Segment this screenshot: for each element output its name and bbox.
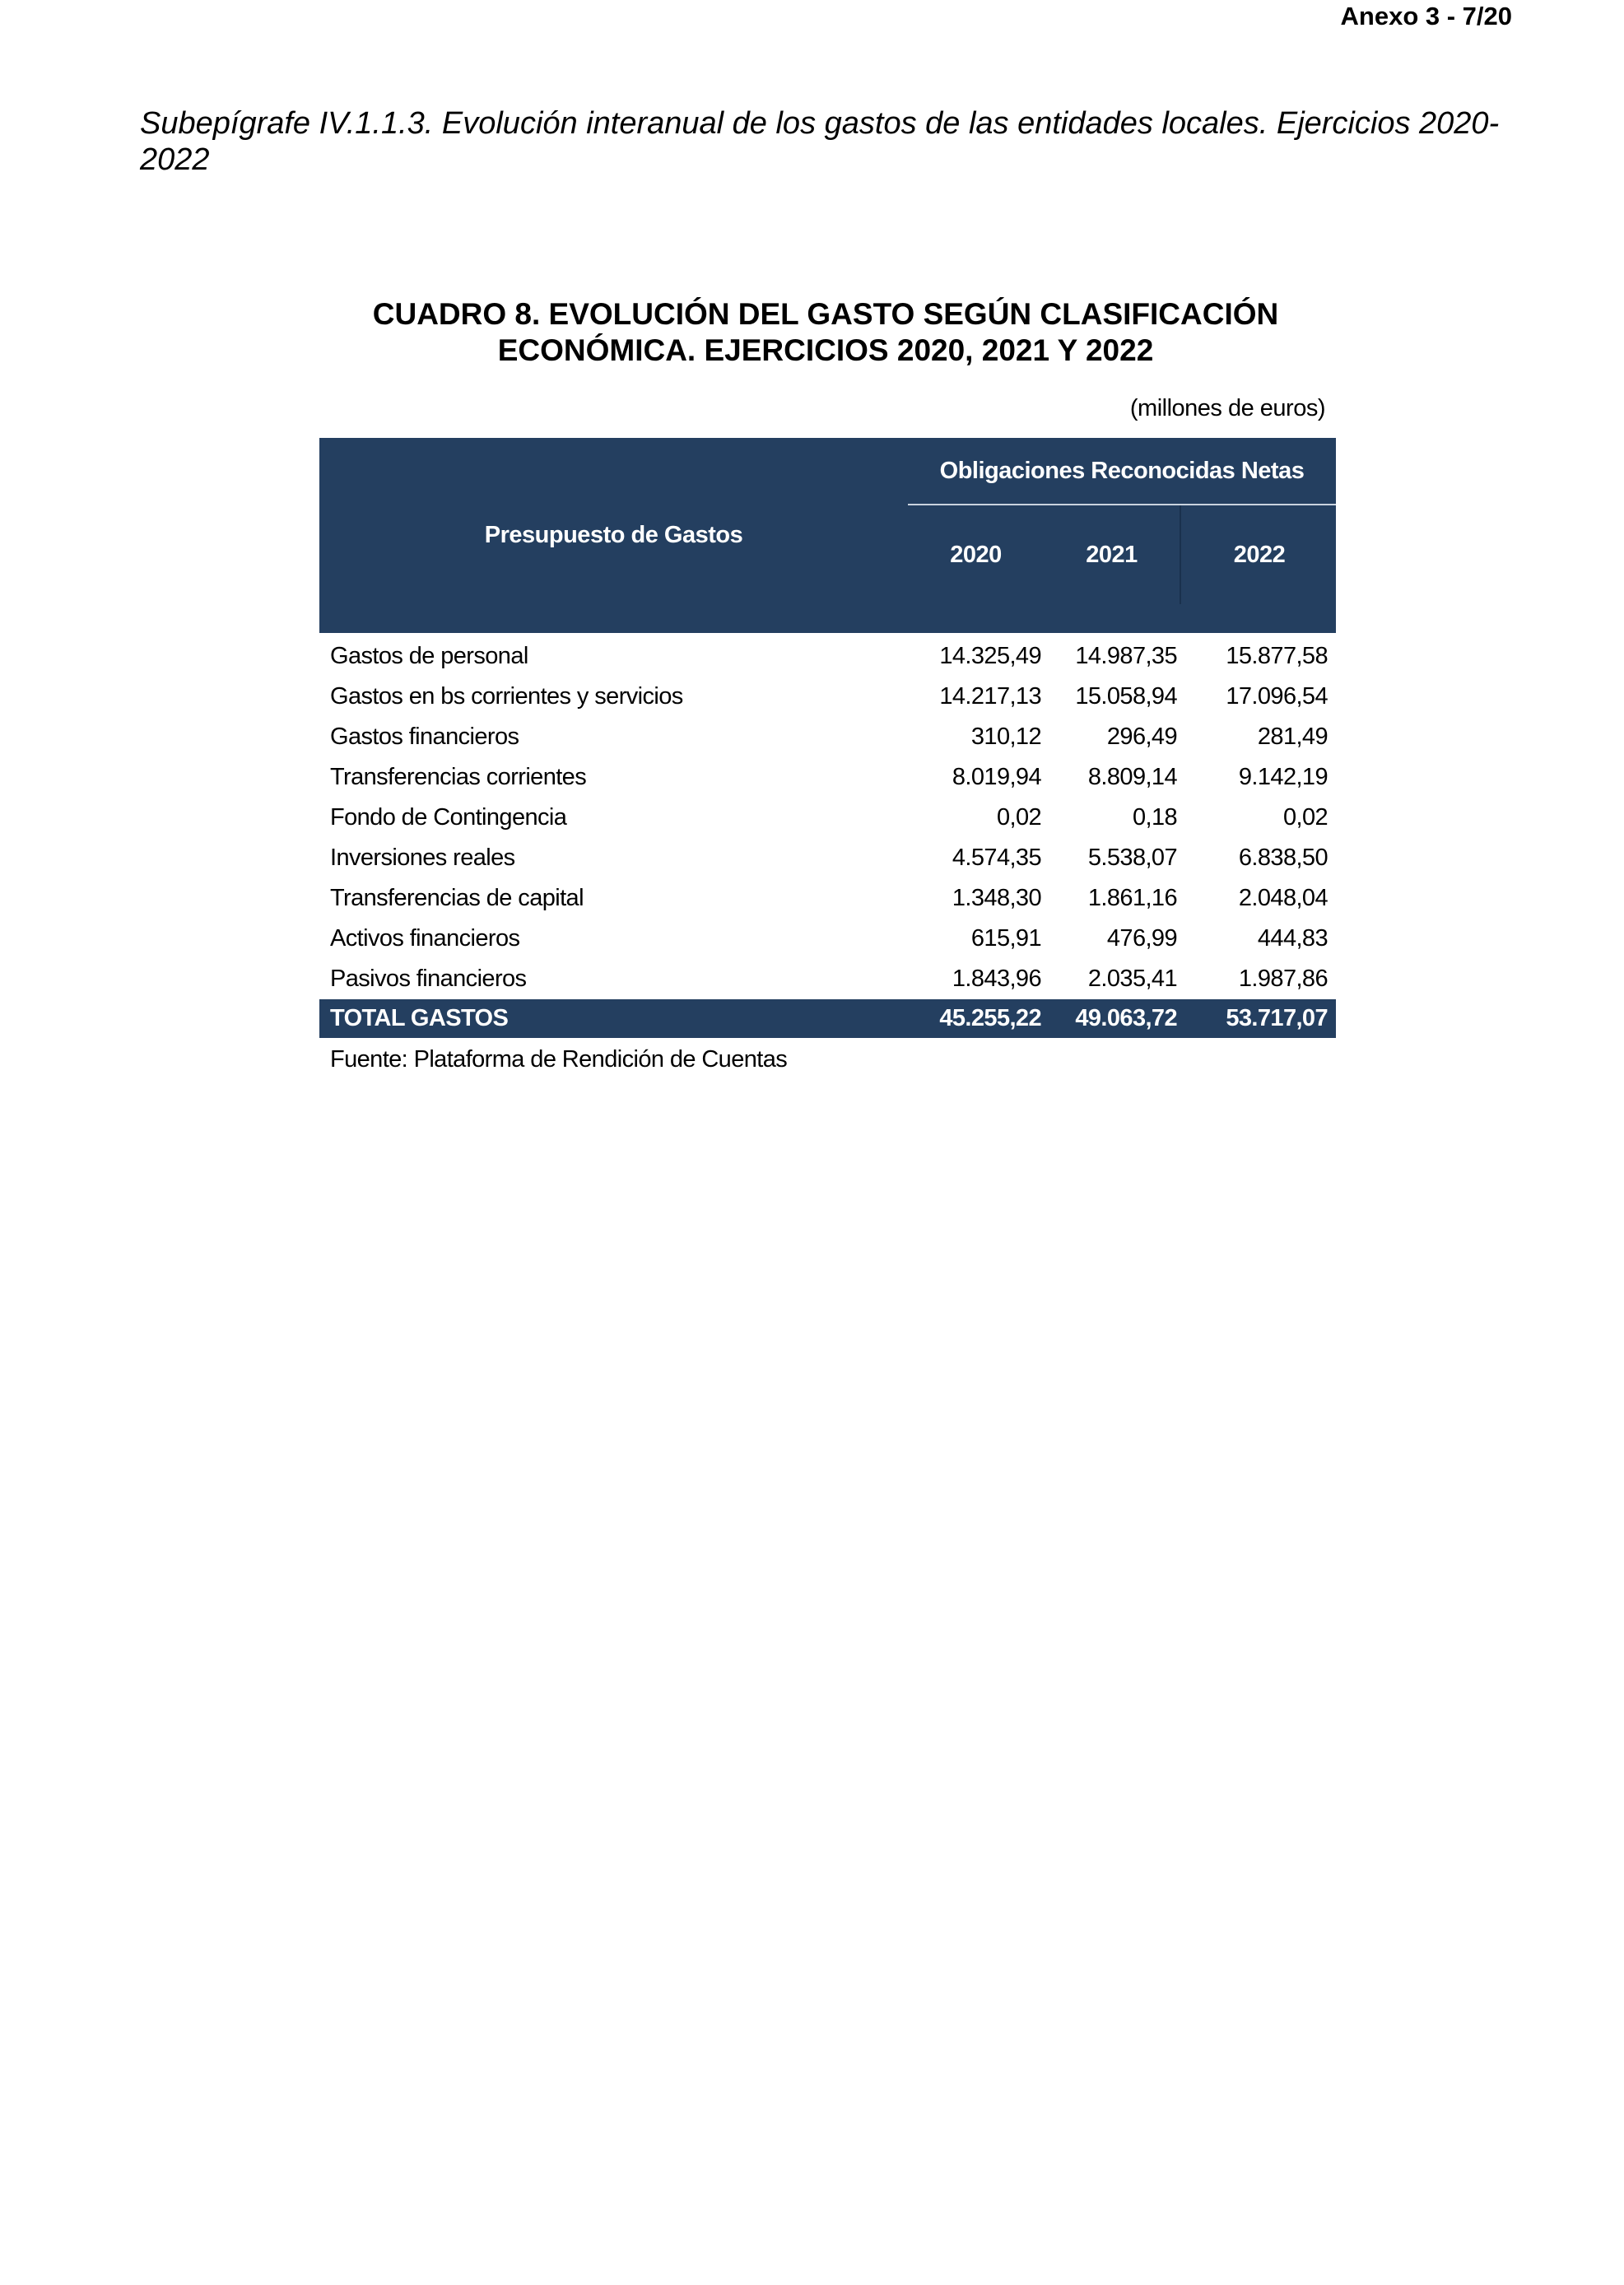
value-2021: 8.809,14 [1087,764,1177,790]
table-row [319,677,1336,717]
source-note: Fuente: Plataforma de Rendición de Cuentas [330,1046,788,1073]
units-note: (millones de euros) [1129,395,1325,421]
value-2020: 14.217,13 [939,683,1041,710]
year-header-2022: 2022 [1180,505,1338,604]
year-header-2021: 2021 [1086,541,1138,568]
value-2022: 17.096,54 [1226,683,1328,710]
total-2021: 49.063,72 [1075,1005,1177,1031]
page-number-header: Anexo 3 - 7/20 [1340,2,1512,30]
value-2022: 444,83 [1257,925,1328,952]
table-row [319,636,1336,677]
table-header [319,438,1336,633]
value-2020: 310,12 [970,724,1041,750]
value-2020: 1.348,30 [952,885,1041,911]
value-2021: 476,99 [1106,925,1177,952]
table-title-line-2: ECONÓMICA. EJERCICIOS 2020, 2021 Y 2022 [497,333,1154,367]
value-2020: 615,91 [970,925,1041,952]
value-2021: 1.861,16 [1087,885,1177,911]
value-2021: 2.035,41 [1087,966,1177,992]
table-row [319,838,1336,878]
value-2022: 15.877,58 [1226,643,1328,669]
total-row [319,999,1336,1038]
row-label: Activos financieros [330,925,520,952]
expense-table [319,438,1336,1073]
row-label: Pasivos financieros [330,966,527,992]
value-2020: 14.325,49 [939,643,1041,669]
table-row [319,878,1336,919]
value-2020: 1.843,96 [952,966,1041,992]
row-label: Fondo de Contingencia [330,804,567,831]
value-2021: 5.538,07 [1087,845,1177,871]
row-label: Gastos financieros [330,724,519,750]
group-header-label: Obligaciones Reconocidas Netas [908,438,1336,505]
value-2022: 9.142,19 [1238,764,1328,790]
total-label: TOTAL GASTOS [330,1005,509,1031]
row-label: Gastos de personal [330,643,528,669]
value-2021: 14.987,35 [1075,643,1177,669]
value-2022: 281,49 [1257,724,1328,750]
value-2020: 4.574,35 [952,845,1041,871]
value-2020: 8.019,94 [952,764,1041,790]
row-label: Gastos en bs corrientes y servicios [330,683,683,710]
total-2022: 53.717,07 [1226,1005,1328,1031]
table-body [319,636,1336,1038]
value-2021: 0,18 [1132,804,1177,831]
table-row [319,717,1336,757]
value-2022: 0,02 [1282,804,1328,831]
table-row [319,959,1336,999]
table-title [319,296,1332,369]
value-2021: 15.058,94 [1075,683,1177,710]
row-label: Transferencias de capital [330,885,584,911]
table-row [319,919,1336,959]
table-title-line-1: CUADRO 8. EVOLUCIÓN DEL GASTO SEGÚN CLASIFICACIÓN [372,297,1279,331]
table-row [319,798,1336,838]
value-2022: 2.048,04 [1238,885,1328,911]
row-label: Inversiones reales [330,845,515,871]
row-label: Transferencias corrientes [330,764,587,790]
value-2022: 1.987,86 [1238,966,1328,992]
table-row [319,757,1336,798]
value-2021: 296,49 [1106,724,1177,750]
value-2022: 6.838,50 [1238,845,1328,871]
row-header-label: Presupuesto de Gastos [484,522,743,548]
year-header-2020: 2020 [950,541,1002,568]
total-2020: 45.255,22 [939,1005,1041,1031]
value-2020: 0,02 [996,804,1041,831]
subsection-title: Subepígrafe IV.1.1.3. Evolución interanual de los gastos de las entidades locales. Ejercicios 2020-2022 [140,106,1500,177]
